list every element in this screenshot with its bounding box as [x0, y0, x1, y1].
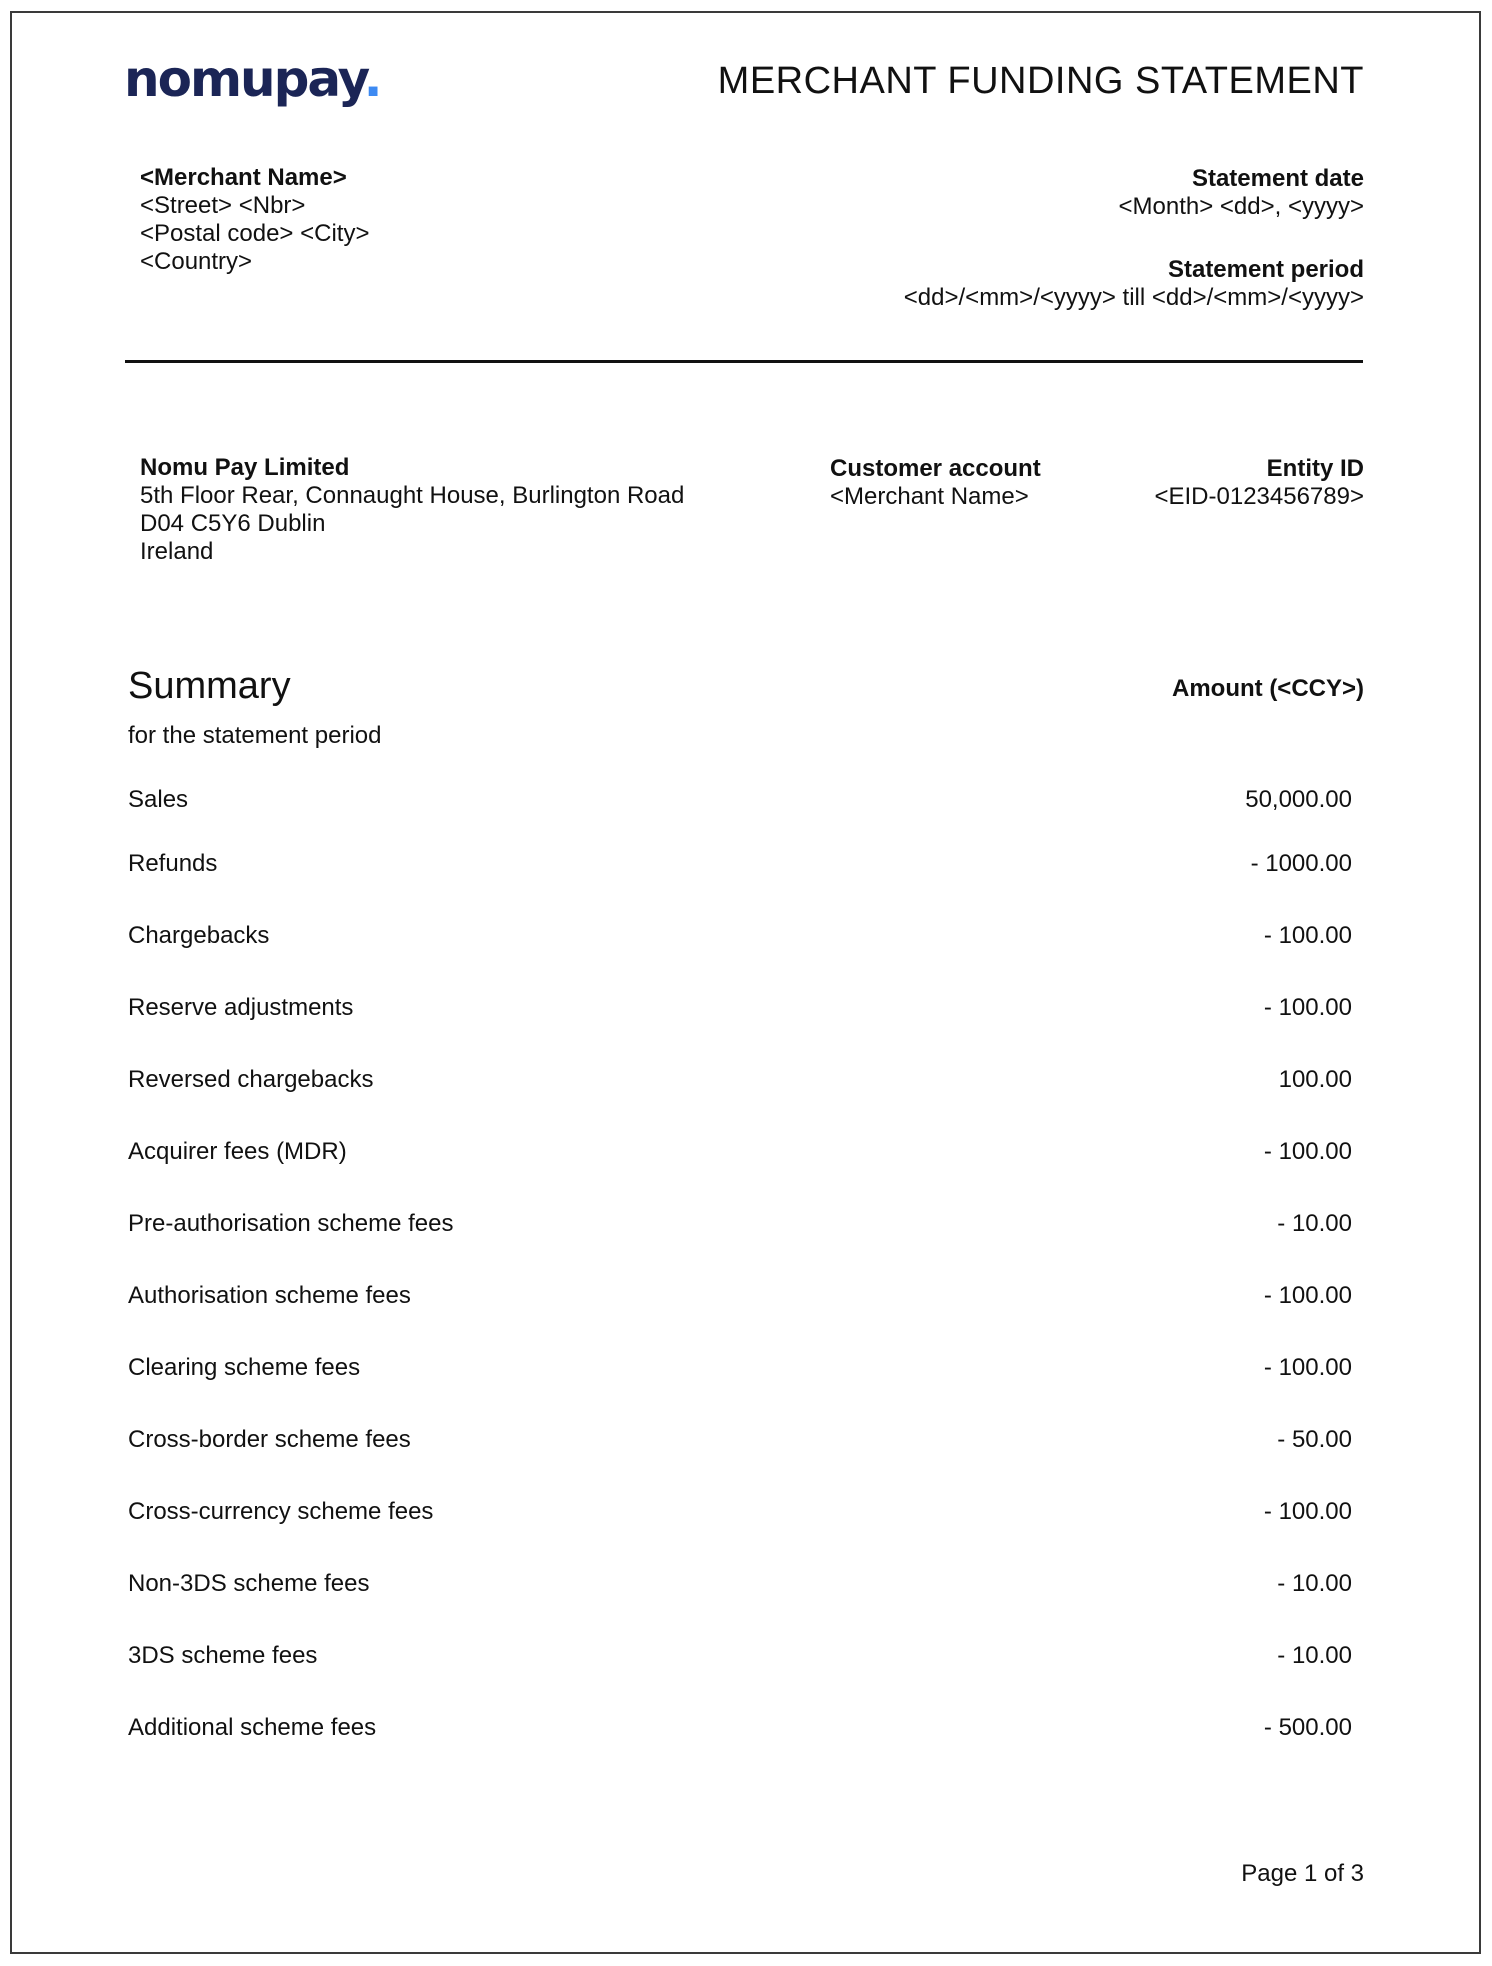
summary-title: Summary [128, 665, 291, 707]
page-number: Page 1 of 3 [1241, 1860, 1364, 1887]
summary-row [128, 922, 1352, 994]
row-amount: - 100.00 [1263, 994, 1352, 1021]
row-label: Pre-authorisation scheme fees [128, 1210, 454, 1237]
row-amount: - 1000.00 [1250, 850, 1352, 877]
statement-date-value: <Month> <dd>, <yyyy> [1118, 193, 1364, 220]
merchant-street: <Street> <Nbr> [140, 192, 306, 219]
customer-account-value: <Merchant Name> [830, 483, 1029, 510]
statement-period-value: <dd>/<mm>/<yyyy> till <dd>/<mm>/<yyyy> [903, 284, 1364, 311]
row-label: Chargebacks [128, 922, 270, 949]
statement-period [904, 256, 1364, 312]
row-label: Cross-border scheme fees [128, 1426, 411, 1453]
statement-date [1119, 165, 1365, 221]
issuer-line1: 5th Floor Rear, Connaught House, Burlington Road [140, 482, 685, 509]
issuer-line3: Ireland [140, 538, 214, 565]
entity-id-value: <EID-0123456789> [1154, 483, 1364, 510]
summary-row [128, 1426, 1352, 1498]
issuer-address [140, 454, 684, 566]
row-amount: - 100.00 [1263, 1138, 1352, 1165]
row-amount: - 500.00 [1263, 1714, 1352, 1741]
summary-row [128, 850, 1352, 922]
row-amount: - 100.00 [1263, 1354, 1352, 1381]
document-title: MERCHANT FUNDING STATEMENT [717, 60, 1364, 102]
summary-row [128, 1354, 1352, 1426]
summary-row [128, 1714, 1352, 1786]
row-label: Clearing scheme fees [128, 1354, 361, 1381]
customer-account-label: Customer account [830, 455, 1041, 482]
summary-subtitle: for the statement period [128, 722, 382, 749]
summary-row [128, 1210, 1352, 1282]
brand-name: nomupay [124, 50, 364, 108]
merchant-city: <Postal code> <City> [140, 220, 370, 247]
summary-row [128, 1066, 1352, 1138]
customer-account [830, 455, 1041, 511]
amount-header: Amount (<CCY>) [1172, 675, 1364, 702]
summary-row [128, 1498, 1352, 1570]
row-amount: - 50.00 [1277, 1426, 1352, 1453]
row-label: Reversed chargebacks [128, 1066, 374, 1093]
summary-row [128, 1570, 1352, 1642]
summary-rows [128, 786, 1352, 1786]
row-label: Cross-currency scheme fees [128, 1498, 434, 1525]
row-label: 3DS scheme fees [128, 1642, 318, 1669]
row-label: Acquirer fees (MDR) [128, 1138, 347, 1165]
row-label: Authorisation scheme fees [128, 1282, 411, 1309]
statement-period-label: Statement period [1167, 256, 1364, 283]
summary-row [128, 1282, 1352, 1354]
brand-logo [124, 50, 381, 108]
merchant-address [140, 164, 369, 276]
issuer-name: Nomu Pay Limited [140, 454, 350, 481]
entity-id-label: Entity ID [1266, 455, 1364, 482]
row-amount: 100.00 [1278, 1066, 1352, 1093]
entity-id [1154, 455, 1364, 511]
summary-row [128, 1642, 1352, 1714]
header-divider [125, 360, 1363, 363]
row-amount: - 10.00 [1277, 1210, 1352, 1237]
row-label: Additional scheme fees [128, 1714, 377, 1741]
row-amount: 50,000.00 [1245, 786, 1352, 813]
row-label: Reserve adjustments [128, 994, 354, 1021]
brand-dot: . [363, 50, 381, 108]
row-amount: - 100.00 [1263, 1498, 1352, 1525]
summary-row [128, 786, 1352, 850]
row-label: Non-3DS scheme fees [128, 1570, 370, 1597]
merchant-country: <Country> [140, 248, 253, 275]
issuer-line2: D04 C5Y6 Dublin [140, 510, 326, 537]
row-amount: - 10.00 [1277, 1642, 1352, 1669]
summary-row [128, 994, 1352, 1066]
merchant-name: <Merchant Name> [140, 164, 347, 191]
row-amount: - 100.00 [1263, 922, 1352, 949]
row-label: Sales [128, 786, 189, 813]
statement-date-label: Statement date [1191, 165, 1364, 192]
row-amount: - 100.00 [1263, 1282, 1352, 1309]
row-amount: - 10.00 [1277, 1570, 1352, 1597]
row-label: Refunds [128, 850, 218, 877]
summary-row [128, 1138, 1352, 1210]
